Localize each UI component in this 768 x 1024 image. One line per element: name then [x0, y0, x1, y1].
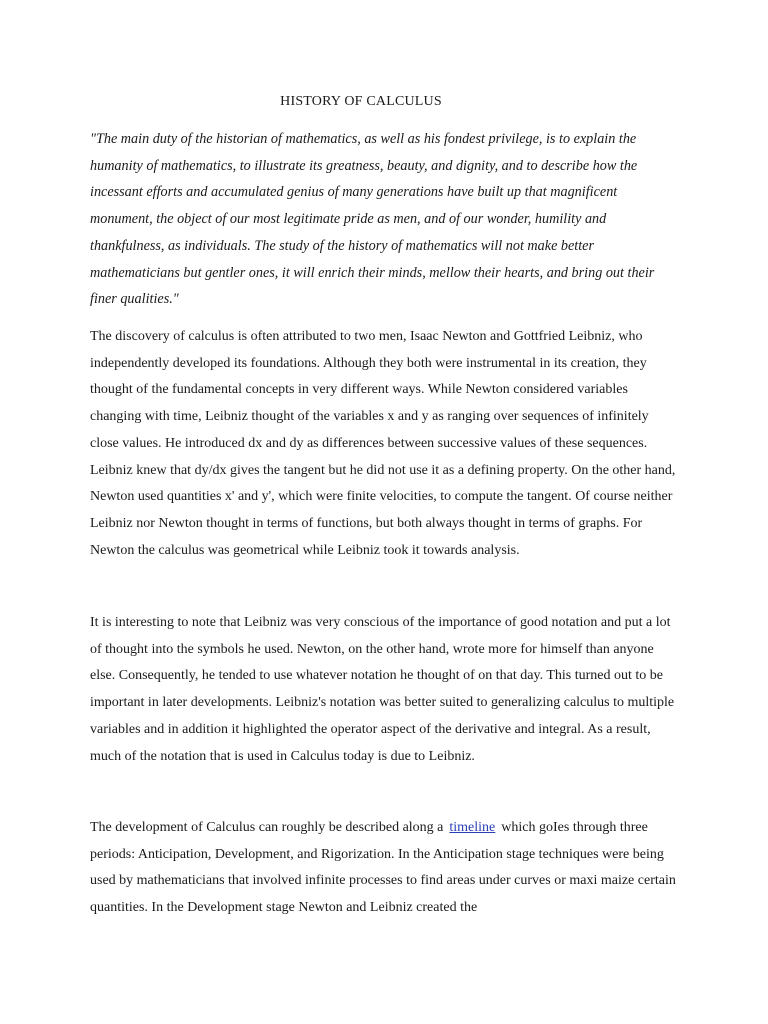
paragraph-notation: It is interesting to note that Leibniz was very conscious of the importance of good notation and put a lot of thought into the symbols he used. Newton, on the other hand, wrote more for himself than anyone else. Consequently, he tended to use whatever notation he thought of on that day. This turned out to be important in later developments. Leibniz's notation was better suited to generalizing calculus to multiple variables and in addition it highlighted the operator aspect of the derivative and integral. As a result, much of the notation that is used in Calculus today is due to Leibniz. [90, 615, 675, 764]
paragraph-timeline [90, 815, 678, 922]
paragraph-timeline-start: The development of Calculus can roughly be described along a [90, 820, 444, 835]
paragraph-newton-leibniz: The discovery of calculus is often attributed to two men, Isaac Newton and Gottfried Leibniz, who independently developed its foundations. Although they both were instrumental in its creation, they thought of the fundamental concepts in very different ways. While Newton considered variables changing with time, Leibniz thought of the variables x and y as ranging over sequences of infinitely close values. He introduced dx and dy as differences between successive values of these sequences. Leibniz knew that dy/dx gives the tangent but he did not use it as a defining property. On the other hand, Newton used quantities x' and y', which were finite velocities, to compute the tangent. Of course neither Leibniz nor Newton thought in terms of functions, but both always thought in terms of graphs. For Newton the calculus was geometrical while Leibniz took it towards analysis. [90, 329, 676, 558]
document-title: HISTORY OF CALCULUS [280, 94, 442, 109]
opening-quote: "The main duty of the historian of mathematics, as well as his fondest privilege, is to explain the humanity of mathematics, to illustrate its greatness, beauty, and dignity, and to describe how the incessant efforts and accumulated genius of many generations have built up that magnificent monument, the object of our most legitimate pride as men, and of our wonder, humility and thankfulness, as individuals. The study of the history of mathematics will not make better mathematicians but gentler ones, it will enrich their minds, mellow their hearts, and bring out their finer qualities." [90, 131, 655, 308]
paragraph-timeline-rest: which goIes through three periods: Anticipation, Development, and Rigorization. In the Anticipation stage techniques were being used by mathematicians that involved infinite processes to find areas under curves or maxi maize certain quantities. In the Development stage Newton and Leibniz created the [90, 820, 676, 916]
timeline-link[interactable]: timeline [449, 820, 496, 835]
